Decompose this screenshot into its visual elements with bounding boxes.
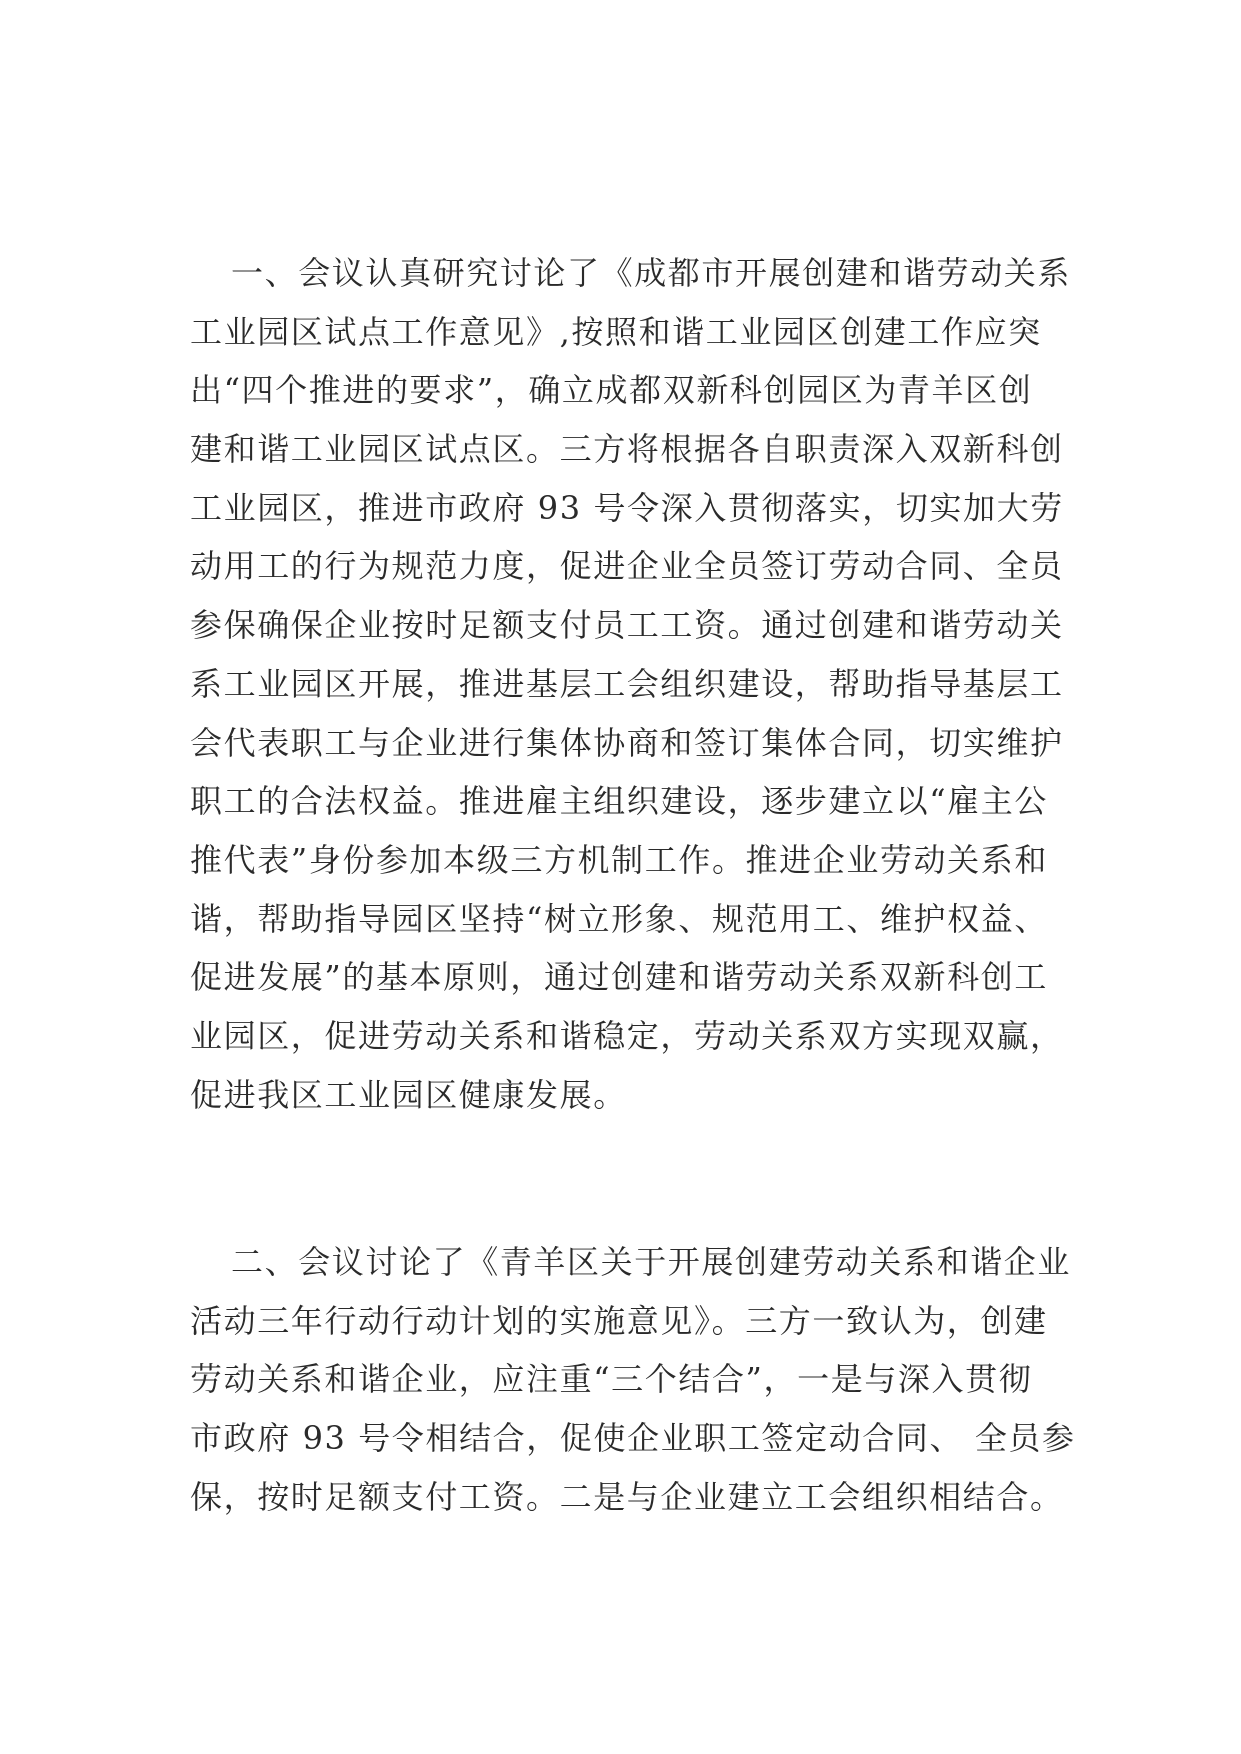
text-line: 一、会议认真研究讨论了《成都市开展创建和谐劳动关系 [231,254,1072,292]
text-line: 促进我区工业园区健康发展。 [190,1075,627,1114]
text-line: 工业园区，推进市政府 93 号令深入贯彻落实，切实加大劳 [190,488,1064,527]
text-line: 参保确保企业按时足额支付员工工资。通过创建和谐劳动关 [190,606,1064,645]
text-line: 系工业园区开展，推进基层工会组织建设，帮助指导基层工 [190,664,1064,703]
text-line: 业园区，促进劳动关系和谐稳定，劳动关系双方实现双赢， [190,1016,1064,1055]
text-line: 保，按时足额支付工资。二是与企业建立工会组织相结合。 [190,1477,1064,1516]
text-line: 建和谐工业园区试点区。三方将根据各自职责深入双新科创 [190,430,1064,469]
text-line: 推代表”身份参加本级三方机制工作。推进企业劳动关系和 [190,840,1048,879]
text-line: 动用工的行为规范力度，促进企业全员签订劳动合同、全员 [190,547,1064,586]
section-1-paragraph [190,244,1070,1124]
text-line: 会代表职工与企业进行集体协商和签订集体合同，切实维护 [190,723,1064,762]
text-line: 谐，帮助指导园区坚持“树立形象、规范用工、维护权益、 [190,899,1048,938]
text-line: 出“四个推进的要求”，确立成都双新科创园区为青羊区创 [190,371,1033,410]
text-line: 促进发展”的基本原则，通过创建和谐劳动关系双新科创工 [190,958,1048,997]
text-line: 劳动关系和谐企业，应注重“三个结合”，一是与深入贯彻 [190,1360,1033,1399]
text-line: 市政府 93 号令相结合，促使企业职工签定动合同、 全员参 [190,1419,1076,1458]
text-line: 二、会议讨论了《青羊区关于开展创建劳动关系和谐企业 [231,1243,1072,1281]
text-line: 工业园区试点工作意见》,按照和谐工业园区创建工作应突 [190,312,1042,351]
text-line: 活动三年行动行动计划的实施意见》。三方一致认为，创建 [190,1301,1048,1340]
section-2-paragraph [190,1233,1076,1526]
text-line: 职工的合法权益。推进雇主组织建设，逐步建立以“雇主公 [190,782,1048,821]
